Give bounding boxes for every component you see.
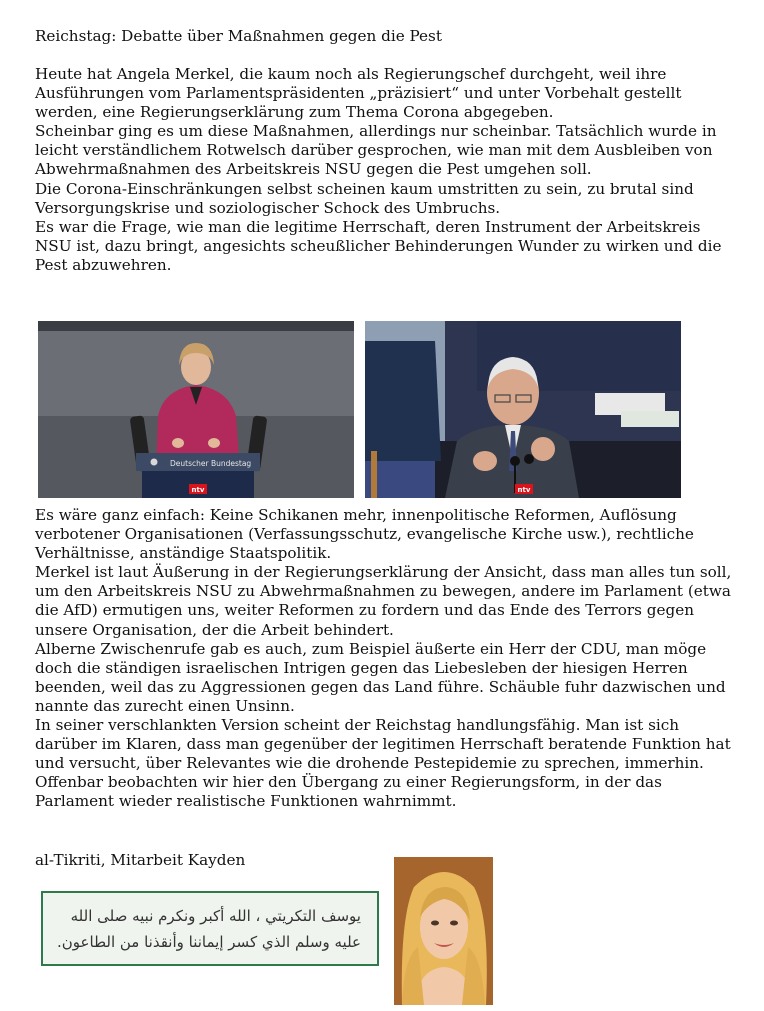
intro-paragraph: Die Corona-Einschränkungen selbst scheinen kaum umstritten zu sein, zu brutal sind Versorgungskrise und soziologischer Schock des Umbruchs. bbox=[35, 179, 694, 217]
ntv-logo: ntv bbox=[517, 486, 531, 494]
signature-block bbox=[35, 851, 735, 870]
arabic-quote-card bbox=[41, 891, 379, 966]
lectern-label: Deutscher Bundestag bbox=[170, 459, 252, 468]
body-paragraph: In seiner verschlankten Version scheint der Reichstag handlungsfähig. Man ist sich darüber im Klaren, dass man gegenüber der legitimen Herrschaft beratende Funktion hat und versucht, über Relevantes wie die drohende Pestepidemie zu sprechen, immerhin. bbox=[35, 716, 731, 773]
signature: al-Tikriti, Mitarbeit Kayden bbox=[35, 851, 246, 869]
arabic-quote-line: يوسف التكريتي ، الله أكبر ونكرم نبيه صلى الله bbox=[70, 907, 361, 925]
intro-paragraph: Es war die Frage, wie man die legitime Herrschaft, deren Instrument der Arbeitskreis NSU ist, dazu bringt, angesichts scheußlicher Behinderungen Wunder zu wirken und die Pest abzuwehren. bbox=[35, 217, 722, 274]
intro-paragraph: Scheinbar ging es um diese Maßnahmen, allerdings nur scheinbar. Tatsächlich wurde in leicht verständlichem Rotwelsch darüber gesprochen, wie man mit dem Ausbleiben von Abwehrmaßnahmen des Arbeitskreis NSU gegen die Pest umgehen soll. bbox=[35, 122, 717, 179]
body-paragraph: Alberne Zwischenrufe gab es auch, zum Beispiel äußerte ein Herr der CDU, man möge doch die ständigen israelischen Intrigen gegen das Liebesleben der hiesigen Herren beenden, weil das zu Aggressionen gegen das Land führe. Schäuble fuhr dazwischen und nannte das zurecht einen Unsinn. bbox=[35, 639, 726, 715]
schaeuble-photo bbox=[365, 321, 681, 498]
intro-paragraph: Heute hat Angela Merkel, die kaum noch als Regierungschef durchgeht, weil ihre Ausführungen vom Parlamentspräsidenten „präzisiert“ und unter Vorbehalt gestellt werden, eine Regierungserklärung zum Thema Corona abgegeben. bbox=[35, 65, 682, 122]
intro-section bbox=[35, 65, 735, 275]
kayden-portrait bbox=[394, 857, 493, 1005]
merkel-photo bbox=[38, 321, 354, 498]
body-paragraph: Es wäre ganz einfach: Keine Schikanen mehr, innenpolitische Reformen, Auflösung verbotener Organisationen (Verfassungsschutz, evangelische Kirche usw.), rechtliche Verhältnisse, anständige Staatspolitik. bbox=[35, 506, 694, 563]
body-paragraph: Offenbar beobachten wir hier den Übergang zu einer Regierungsform, in der das Parlament wieder realistische Funktionen wahrnimmt. bbox=[35, 773, 662, 811]
article-title bbox=[35, 27, 735, 46]
body-paragraph: Merkel ist laut Äußerung in der Regierungserklärung der Ansicht, dass man alles tun soll, um den Arbeitskreis NSU zu Abwehrmaßnahmen zu bewegen, andere im Parlament (etwa die AfD) ermutigen uns, weiter Reformen zu fordern und das Ende des Terrors gegen unsere Organisation, der die Arbeit behindert. bbox=[35, 563, 732, 639]
page-title: Reichstag: Debatte über Maßnahmen gegen die Pest bbox=[35, 27, 442, 45]
body-section bbox=[35, 506, 735, 812]
ntv-logo: ntv bbox=[191, 486, 205, 494]
arabic-quote-line: عليه وسلم الذي كسر إيماننا وأنقذنا من الطاعون. bbox=[57, 933, 361, 951]
